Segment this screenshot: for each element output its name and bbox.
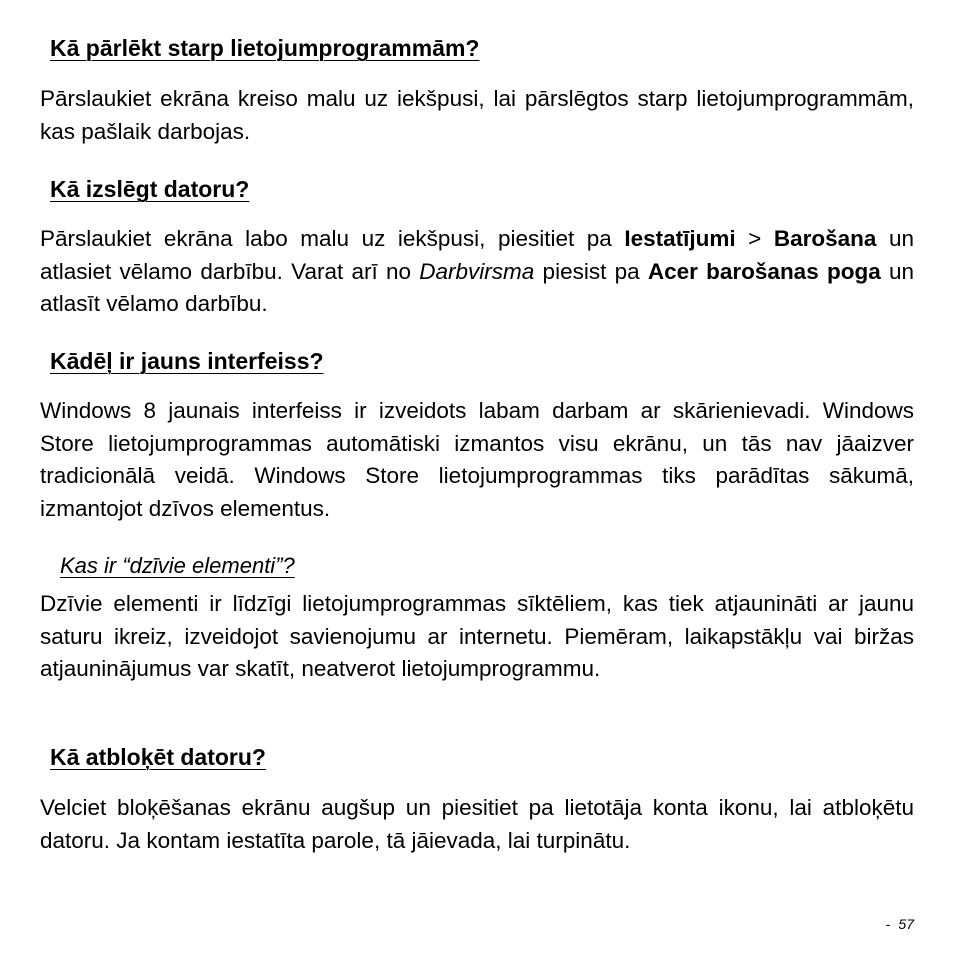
footer-dash: -: [885, 916, 891, 932]
shutdown-bold-acer-button: Acer barošanas poga: [647, 258, 881, 284]
section-text-switch-apps: Pārslaukiet ekrāna kreiso malu uz iekšpusi, lai pārslēgtos starp lietojumprogrammām, kas pašlaik darbojas.: [40, 86, 914, 144]
section-subheading-live-tiles: Kas ir “dzīvie elementi”?: [60, 553, 295, 578]
shutdown-text-part1: Pārslaukiet ekrāna labo malu uz iekšpusi, piesitiet pa: [40, 226, 625, 251]
section-heading-new-interface: Kādēļ ir jauns interfeiss?: [50, 348, 324, 374]
shutdown-italic-desktop: Darbvirsma: [419, 258, 535, 284]
section-text-new-interface: Windows 8 jaunais interfeiss ir izveidots labam darbam ar skārienievadi. Windows Store lietojumprogrammas automātiski izmantos visu ekrānu, un tās nav jāaizver tradicionālā veidā. Windows Store lietojumprogrammas tiks parādītas sākumā, izmantojot dzīvos elementus.: [40, 398, 914, 521]
shutdown-text-part5: un atlasīt vēlamo darbību.: [40, 258, 914, 316]
section-text-unlock: Velciet bloķēšanas ekrānu augšup un piesitiet pa lietotāja konta ikonu, lai atbloķētu datoru. Ja kontam iestatīta parole, tā jāievada, lai turpinātu.: [40, 795, 914, 853]
shutdown-text-part2: >: [735, 226, 774, 251]
page-number: 57: [898, 916, 914, 932]
section-text-live-tiles: Dzīvie elementi ir līdzīgi lietojumprogrammas sīktēliem, kas tiek atjaunināti ar jaunu saturu ikreiz, izveidojot savienojumu ar internetu. Piemēram, laikapstākļu vai biržas atjauninājumus var skatīt, neatverot lietojumprogrammu.: [40, 591, 914, 681]
section-heading-shutdown: Kā izslēgt datoru?: [50, 176, 250, 202]
page-footer: [886, 916, 914, 932]
shutdown-text-part3: un atlasiet vēlamo darbību. Varat arī no: [40, 226, 914, 284]
shutdown-bold-power: Barošana: [773, 226, 877, 251]
section-text-shutdown: [40, 223, 914, 321]
shutdown-text-part4: piesist pa: [534, 258, 648, 284]
section-heading-unlock: Kā atbloķēt datoru?: [50, 744, 266, 770]
section-heading-switch-apps: Kā pārlēkt starp lietojumprogrammām?: [50, 35, 480, 61]
shutdown-bold-settings: Iestatījumi: [624, 226, 736, 251]
